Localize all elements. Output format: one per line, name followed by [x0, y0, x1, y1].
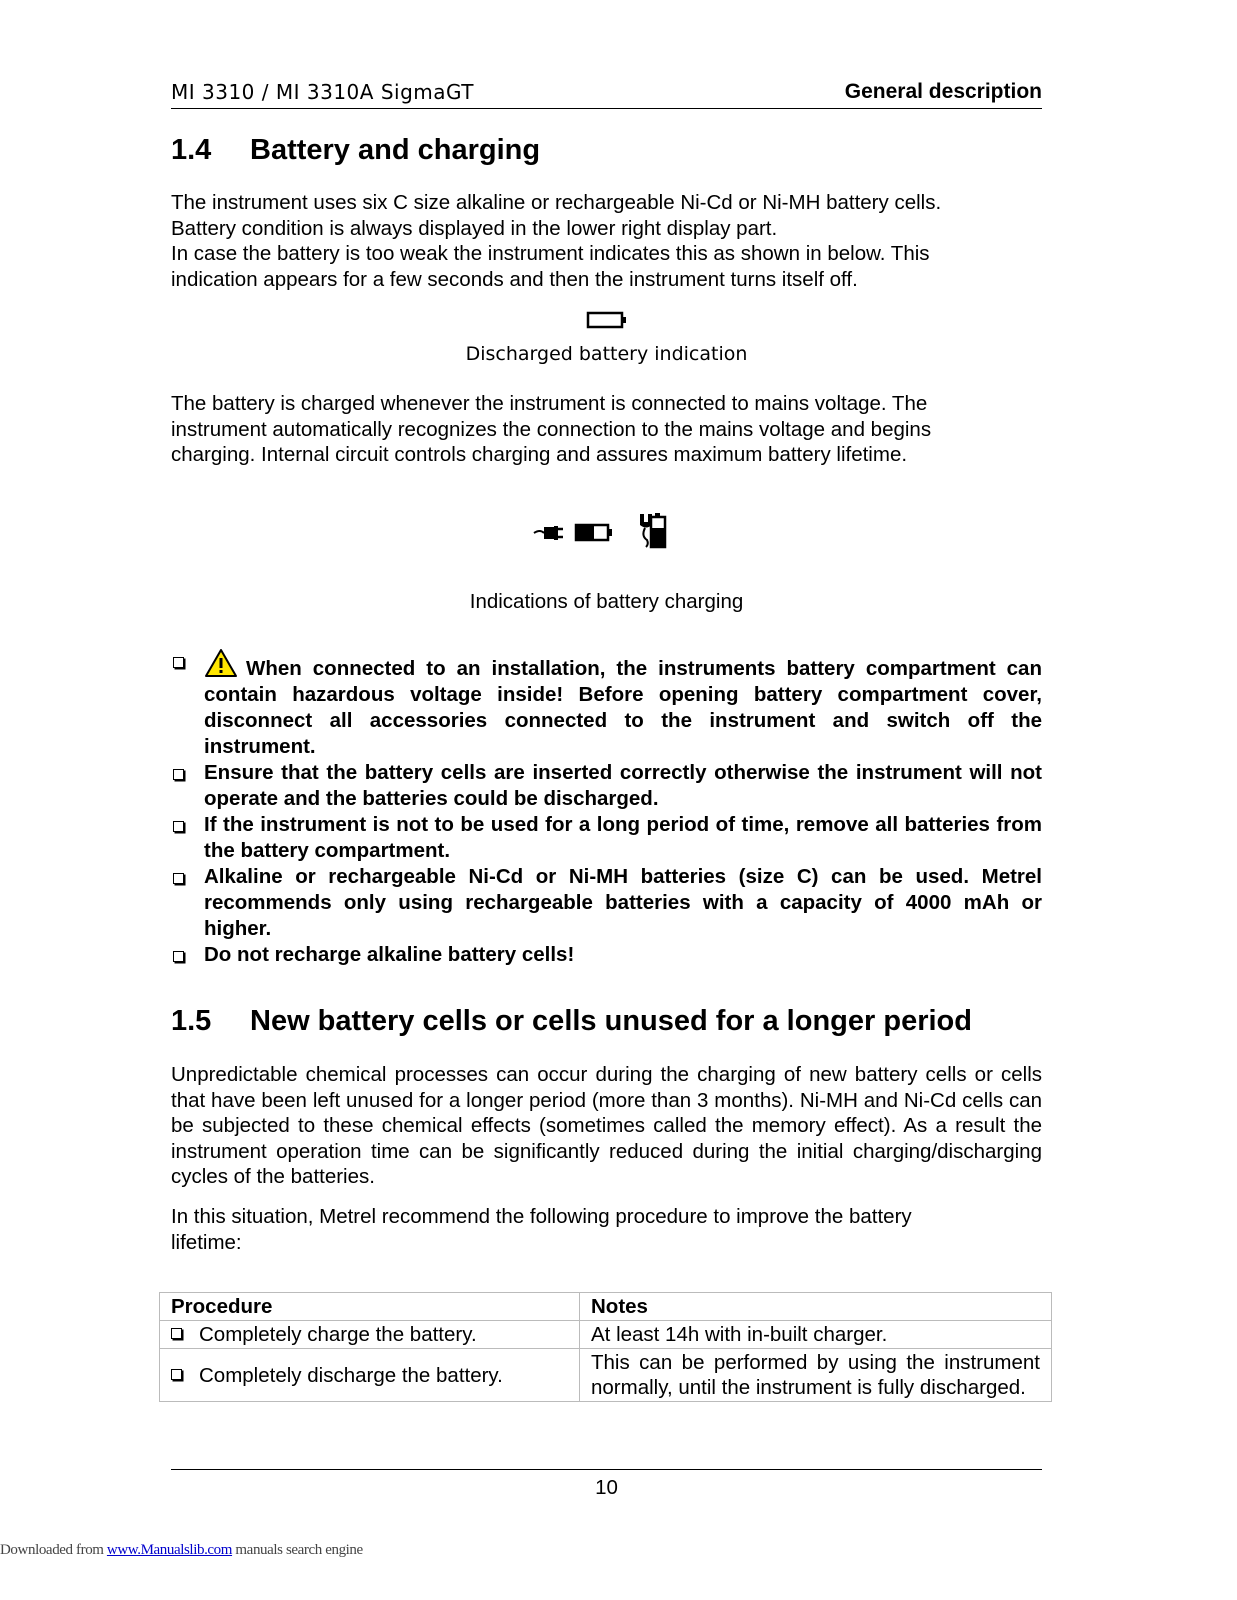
text-line: lifetime: — [171, 1230, 242, 1254]
download-watermark — [0, 1542, 363, 1559]
list-item — [171, 812, 1042, 864]
warning-text: Ensure that the battery cells are inserted correctly otherwise the instrument will not operate and the batteries could be discharged. — [204, 761, 1042, 810]
vertical-charging-icon — [640, 513, 665, 547]
procedure-intro-paragraph — [171, 1204, 1042, 1255]
charging-battery-icon — [576, 525, 612, 540]
checkbox-bullet-icon — [171, 1328, 182, 1339]
new-cells-paragraph: Unpredictable chemical processes can occur during the charging of new battery cells or cells that have been left unused for a longer period (more than 3 months). Ni-MH and Ni-Cd cells can be subjected to these chemical effects (sometimes called the memory effect). As a result the instrument operation time can be significantly reduced during the initial charging/discharging cycles of the batteries. — [171, 1063, 1042, 1188]
checkbox-bullet-icon — [173, 821, 184, 832]
watermark-prefix: Downloaded from — [0, 1542, 107, 1558]
table-header-row — [160, 1293, 1052, 1321]
warning-text: When connected to an installation, the instruments battery compartment can contain hazardous voltage inside! Before opening battery compartment cover, disconnect all accessories connected to the instrument and switch off the instrument. — [204, 657, 1042, 758]
notes-cell: At least 14h with in-built charger. — [580, 1321, 1052, 1349]
warning-text: If the instrument is not to be used for a long period of time, remove all batteries from the battery compartment. — [204, 813, 1042, 862]
warning-triangle-icon — [204, 648, 238, 678]
text-line: Battery condition is always displayed in the lower right display part. — [171, 216, 778, 240]
warning-text: Do not recharge alkaline battery cells! — [204, 943, 575, 966]
procedure-table — [159, 1292, 1052, 1402]
text-line: In case the battery is too weak the instrument indicates this as shown in below. This — [171, 242, 930, 265]
battery-warnings-list — [171, 648, 1042, 968]
warning-text: Alkaline or rechargeable Ni-Cd or Ni-MH batteries (size C) can be used. Metrel recommends only using rechargeable batteries with a capacity of 4000 mAh or higher. — [204, 865, 1042, 940]
table-row — [160, 1321, 1052, 1349]
text-line: charging. Internal circuit controls charging and assures maximum battery lifetime. — [171, 443, 908, 466]
section-1-5-heading — [171, 1005, 972, 1038]
section-1-4-heading — [171, 134, 540, 167]
checkbox-bullet-icon — [173, 951, 184, 962]
discharged-battery-icon — [171, 310, 1042, 335]
charging-indicator-icons — [532, 510, 682, 552]
section-title: New battery cells or cells unused for a longer period — [250, 1005, 972, 1037]
procedure-cell — [160, 1349, 580, 1402]
checkbox-bullet-icon — [173, 769, 184, 780]
list-item — [171, 942, 1042, 968]
text-line: The instrument uses six C size alkaline or rechargeable Ni-Cd or Ni-MH battery cells. — [171, 191, 942, 214]
page-header — [171, 78, 1042, 109]
text-line: The battery is charged whenever the instrument is connected to mains voltage. The — [171, 392, 928, 415]
column-header-notes: Notes — [580, 1293, 1052, 1321]
section-number: 1.5 — [171, 1005, 212, 1037]
text-line: instrument automatically recognizes the connection to the mains voltage and begins — [171, 417, 932, 441]
notes-cell: This can be performed by using the instrument normally, until the instrument is fully discharged. — [580, 1349, 1052, 1402]
column-header-procedure: Procedure — [160, 1293, 580, 1321]
procedure-text: Completely discharge the battery. — [199, 1363, 503, 1387]
table-row — [160, 1349, 1052, 1402]
header-product-name: MI 3310 / MI 3310A SigmaGT — [171, 80, 474, 104]
section-title: Battery and charging — [250, 134, 541, 166]
checkbox-bullet-icon — [173, 873, 184, 884]
charging-paragraph — [171, 391, 1042, 468]
page-number: 10 — [595, 1476, 618, 1499]
charging-caption: Indications of battery charging — [469, 590, 744, 613]
text-line: In this situation, Metrel recommend the following procedure to improve the battery — [171, 1205, 912, 1228]
procedure-cell — [160, 1321, 580, 1349]
footer-divider — [171, 1469, 1042, 1470]
list-item — [171, 648, 1042, 760]
list-item — [171, 864, 1042, 942]
battery-intro-paragraph — [171, 190, 1042, 292]
list-item — [171, 760, 1042, 812]
discharged-battery-caption: Discharged battery indication — [465, 343, 748, 365]
manualslib-link[interactable]: www.Manualslib.com — [106, 1542, 233, 1558]
header-chapter-title: General description — [844, 80, 1042, 103]
charging-icons — [171, 510, 1042, 557]
checkbox-bullet-icon — [171, 1369, 182, 1380]
section-number: 1.4 — [171, 134, 212, 166]
text-line: indication appears for a few seconds and then the instrument turns itself off. — [171, 267, 858, 291]
procedure-text: Completely charge the battery. — [199, 1323, 477, 1346]
empty-battery-icon — [586, 310, 628, 330]
plug-icon — [534, 526, 563, 540]
watermark-suffix: manuals search engine — [232, 1542, 363, 1558]
checkbox-bullet-icon — [173, 657, 184, 668]
